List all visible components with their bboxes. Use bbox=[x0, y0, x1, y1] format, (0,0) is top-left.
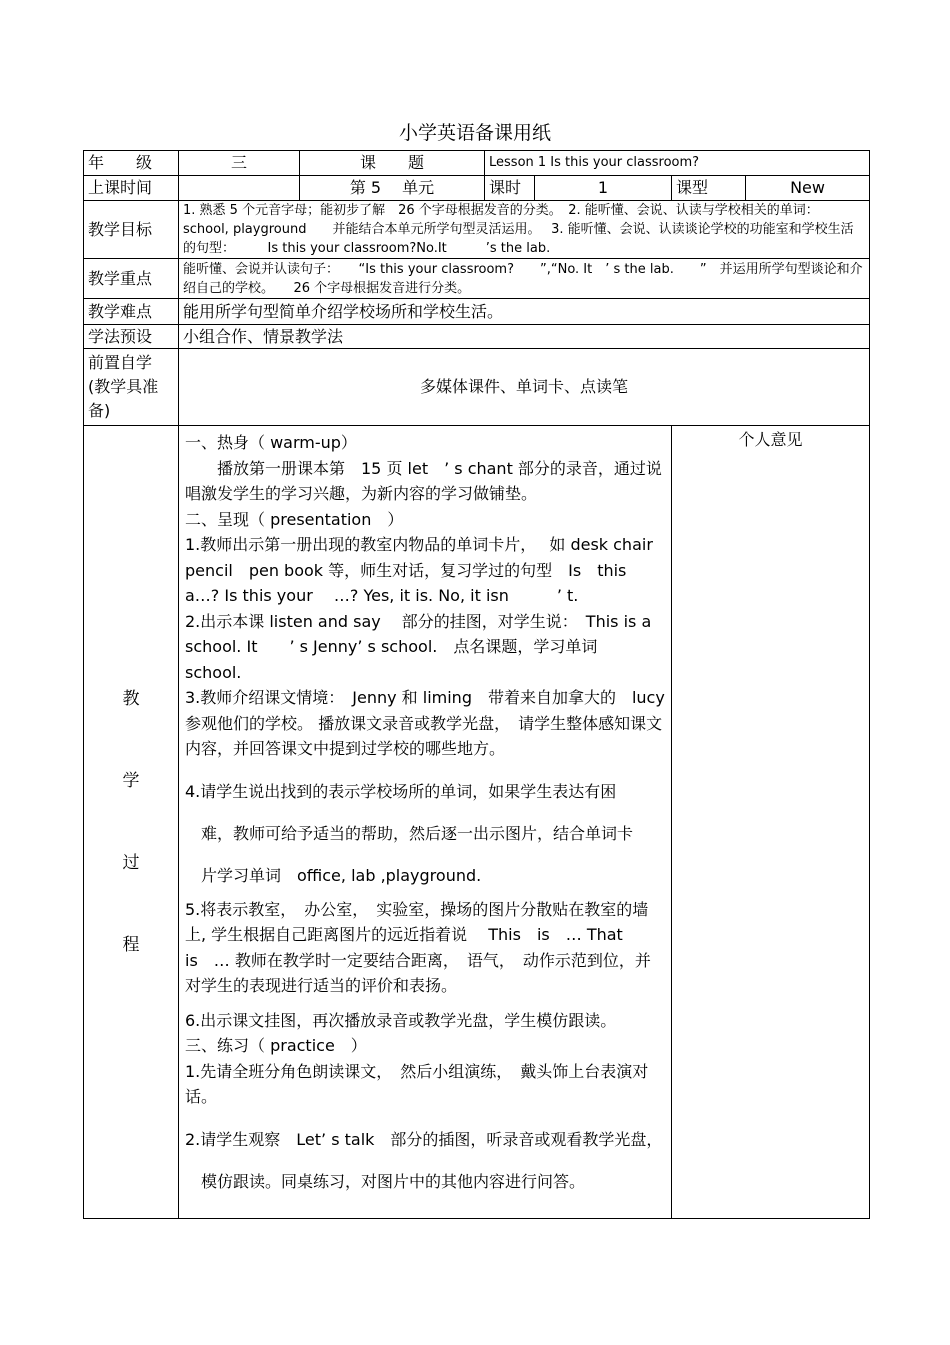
presentation-heading: 二、呈现（ presentation ） bbox=[185, 509, 404, 529]
process-label bbox=[84, 426, 179, 1219]
method-text: 小组合作、情景教学法 bbox=[179, 325, 870, 349]
practice-step-1: 1.先请全班分角色朗读课文， 然后小组演练， 戴头饰上台表演对话。 bbox=[185, 1061, 649, 1106]
practice-step-2b: 模仿跟读。同桌练习，对图片中的其他内容进行问答。 bbox=[185, 1171, 586, 1191]
presentation-step-5: 5.将表示教室， 办公室， 实验室，操场的图片分散贴在教室的墙上, 学生根据自己距离图片的远近指着说 This is … That is … 教师在教学时一定要结合距离， 语气， 动作示范到位，并对学生的表现进行适当的评价和表扬。 bbox=[185, 899, 651, 995]
grade-label: 年 级 bbox=[84, 151, 179, 176]
goal-text: 1. 熟悉 5 个元音字母；能初步了解 26 个字母根据发音的分类。 2. 能听懂、会说、认读与学校相关的单词： school, playground 并能结合本单元所学句型灵活运用。 3. 能听懂、会说、认读谈论学校的功能室和学校生活的句型： Is this your classroom?No.It ’s the lab. bbox=[179, 201, 870, 259]
time-row bbox=[84, 176, 870, 201]
process-char-1: 教 bbox=[122, 689, 140, 709]
page-title: 小学英语备课用纸 bbox=[398, 122, 551, 144]
key-text: 能听懂、会说并认读句子： “Is this your classroom? ”,“No. It ’ s the lab. ” 并运用所学句型谈论和介绍自己的学校。 26 个字母根据发音进行分类。 bbox=[179, 259, 870, 299]
process-char-2: 学 bbox=[122, 771, 140, 791]
time-label: 上课时间 bbox=[84, 176, 179, 201]
presentation-step-6: 6.出示课文挂图，再次播放录音或教学光盘，学生模仿跟读。 bbox=[185, 1010, 617, 1030]
presentation-step-4c: 片学习单词 office, lab ,playground. bbox=[185, 865, 482, 885]
warmup-heading: 一、热身（ warm-up） bbox=[185, 433, 357, 452]
period-value: 1 bbox=[535, 176, 672, 201]
process-content bbox=[179, 426, 672, 1219]
presentation-step-3: 3.教师介绍课文情境： Jenny 和 liming 带着来自加拿大的 lucy 参观他们的学校。 播放课文录音或教学光盘， 请学生整体感知课文内容，并回答课文中提到过学校的哪些地方。 bbox=[185, 688, 665, 758]
presentation-step-2: 2.出示本课 listen and say 部分的挂图，对学生说： This is a school. It ’ s Jenny’ s school. 点名课题，学习单词 school. bbox=[185, 611, 652, 682]
difficulty-label: 教学难点 bbox=[84, 299, 179, 325]
presentation-step-1: 1.教师出示第一册出现的教室内物品的单词卡片， 如 desk chair pencil pen book 等，师生对话，复习学过的句型 Is this a…? Is this your …? Yes, it is. No, it isn ’ t. bbox=[185, 535, 653, 605]
prep-label: 前置自学(教学具准备) bbox=[84, 349, 179, 426]
presentation-step-4b: 难，教师可给予适当的帮助，然后逐一出示图片，结合单词卡 bbox=[185, 823, 634, 843]
process-char-3: 过 bbox=[122, 853, 140, 873]
key-label: 教学重点 bbox=[84, 259, 179, 299]
time-value bbox=[179, 176, 300, 201]
topic-label: 课 题 bbox=[300, 151, 485, 176]
presentation-step-4a: 4.请学生说出找到的表示学校场所的单词，如果学生表达有困 bbox=[185, 781, 617, 801]
method-row bbox=[84, 325, 870, 349]
prep-text: 多媒体课件、单词卡、点读笔 bbox=[179, 349, 870, 426]
type-value: New bbox=[746, 176, 870, 201]
unit-value: 第 5 单元 bbox=[300, 176, 485, 201]
grade-value: 三 bbox=[179, 151, 300, 176]
topic-value: Lesson 1 Is this your classroom? bbox=[485, 151, 870, 176]
prep-row bbox=[84, 349, 870, 426]
opinion-column bbox=[672, 426, 870, 1219]
warmup-step: 播放第一册课本第 15 页 let ’ s chant 部分的录音，通过说唱激发学生的学习兴趣，为新内容的学习做铺垫。 bbox=[185, 458, 662, 503]
process-row bbox=[84, 426, 870, 1219]
type-label: 课型 bbox=[672, 176, 746, 201]
practice-step-2a: 2.请学生观察 Let’ s talk 部分的插图，听录音或观看教学光盘， bbox=[185, 1129, 663, 1149]
goal-label: 教学目标 bbox=[84, 201, 179, 259]
lesson-plan-table bbox=[83, 150, 870, 1219]
difficulty-text: 能用所学句型简单介绍学校场所和学校生活。 bbox=[179, 299, 870, 325]
grade-row bbox=[84, 151, 870, 176]
practice-heading: 三、练习（ practice ） bbox=[185, 1036, 367, 1055]
opinion-label: 个人意见 bbox=[738, 430, 803, 449]
goal-row bbox=[84, 201, 870, 259]
process-char-4: 程 bbox=[122, 935, 140, 955]
period-label: 课时 bbox=[485, 176, 535, 201]
key-row bbox=[84, 259, 870, 299]
method-label: 学法预设 bbox=[84, 325, 179, 349]
difficulty-row bbox=[84, 299, 870, 325]
